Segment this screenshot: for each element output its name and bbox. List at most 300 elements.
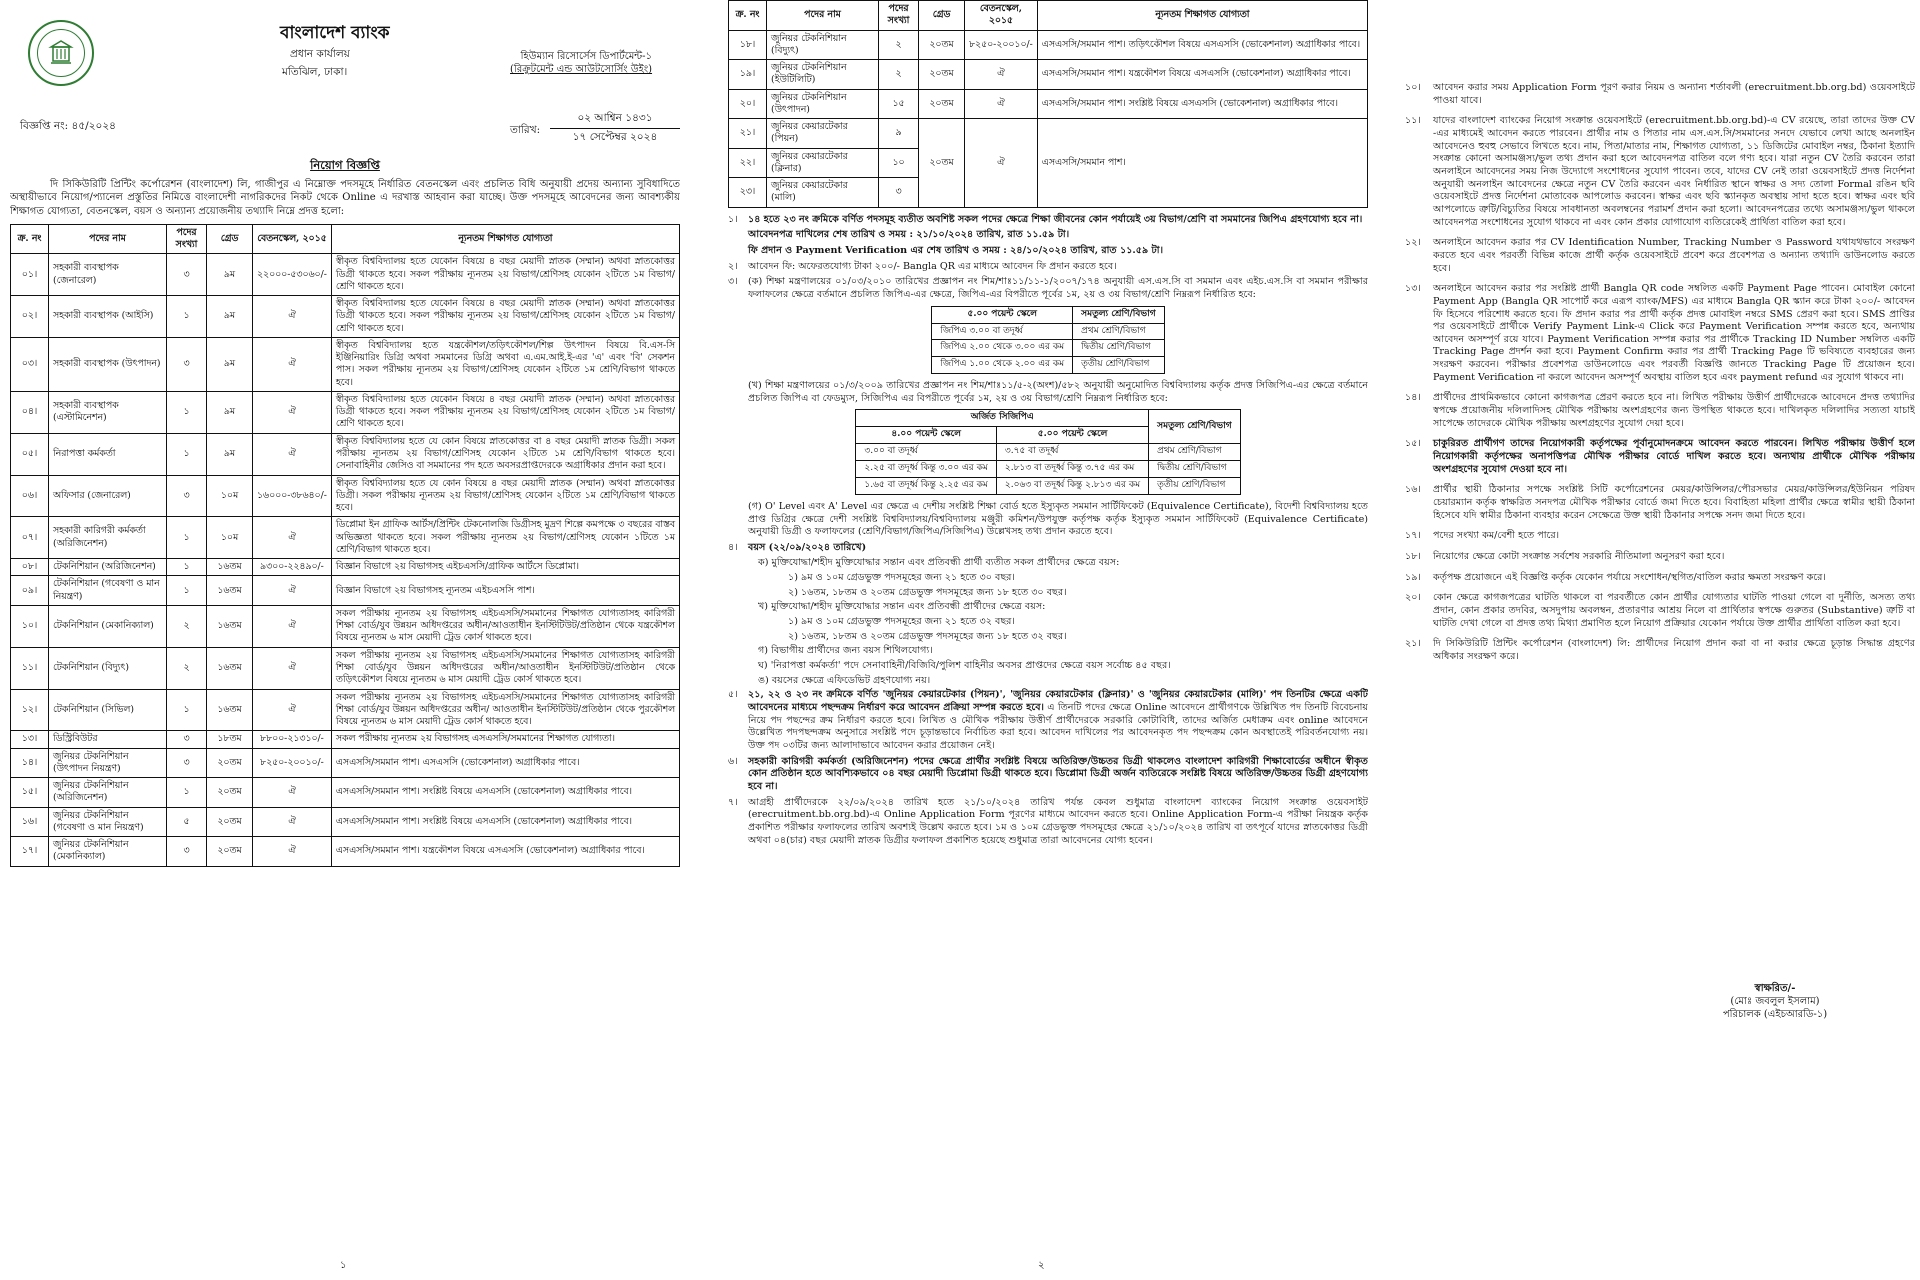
table-row — [932, 340, 1164, 357]
notice-title: নিয়োগ বিজ্ঞপ্তি — [310, 158, 380, 172]
page-three — [1405, 0, 1915, 1280]
post-scale: ঐ — [253, 778, 332, 808]
table-cell: ২.৮১৩ বা তদূর্ধ্ব কিন্তু ৩.৭৫ এর কম — [996, 461, 1148, 478]
table-cell: দ্বিতীয় শ্রেণি/বিভাগ — [1149, 461, 1240, 478]
table-row — [11, 731, 680, 748]
table-row — [729, 30, 1368, 60]
post-serial: ১২। — [11, 689, 49, 731]
post-scale: ঐ — [253, 296, 332, 338]
post-count: ১ — [167, 689, 207, 731]
post-name: সহকারী ব্যবস্থাপক (জেনারেল) — [49, 254, 167, 296]
note-text: দি সিকিউরিটি প্রিন্টিং কর্পোরেশন (বাংলাদেশ) লি: প্রার্থীদের নিয়োগ প্রদান করা বা না করার ক্ষেত্রে চূড়ান্ত সিদ্ধান্ত গ্রহণের অধিকার সংরক্ষণ করে। — [1433, 638, 1915, 662]
post-count: ১ — [167, 517, 207, 559]
column-header: পদের সংখ্যা — [167, 224, 207, 254]
note-number: ১২। — [1405, 237, 1421, 249]
cgpa-table — [855, 409, 1240, 494]
table-row — [11, 576, 680, 606]
post-name: জুনিয়র কেয়ারটেকার (পিয়ন) — [767, 119, 879, 149]
note-text: কোন ক্ষেত্রে কাগজপত্রের ঘাটতি থাকলে বা পরবর্তীতে কোন প্রার্থীর যোগ্যতার ঘাটতি পাওয়া গেলে বা দুর্নীতি, অসত্য তথ্য প্রদান, কোন প্রকার তদবির, অসদুপায় অবলম্বন, প্রতারণার আশ্রয় নিলে বা প্রার্থিতার স্বপক্ষে গুরুতর (Substantive) ত্রুটি বা ঘাটতি দেখা গেলে বা প্রদত্ত তথ্য মিথ্যা প্রমাণিত হলে নিয়োগ প্রক্রিয়ার যেকোন পর্যায়ে উক্ত প্রার্থীর প্রার্থিতা বাতিল করা হবে। — [1433, 592, 1915, 629]
post-scale: ২২০০০-৫৩০৬০/- — [253, 254, 332, 296]
age-rule: খ) মুক্তিযোদ্ধা/শহীদ মুক্তিযোদ্ধার সন্তান এবং প্রতিবন্ধী প্রার্থীদের ক্ষেত্রে বয়স: — [758, 601, 1046, 613]
note-text: (ক) শিক্ষা মন্ত্রণালয়ের ০১/০৩/২০১০ তারিখের প্রজ্ঞাপন নং শিম/শাঃ১১/১১-১/২০০৭/১৭৪ অনুযায়ী এস.এস.সি বা সমমান এবং এইচ.এস.সি বা সমমান পরীক্ষার ফলাফলের ক্ষেত্রে বর্তমানে প্রচলিত জিপিএ-এর ক্ষেত্রে, জিপিএ-এর বিপরীতে পূর্বের ১ম, ২য় ও ৩য় বিভাগ/শ্রেণি নিম্নরূপ নির্ধারিত হবে: — [748, 276, 1368, 300]
page-number: ১ — [340, 1259, 347, 1271]
column-header: সমতুল্য শ্রেণি/বিভাগ — [1149, 410, 1240, 444]
office-name: প্রধান কার্যালয় — [290, 48, 350, 60]
note-number — [728, 245, 748, 258]
post-count: ১ — [167, 433, 207, 475]
column-header: গ্রেড — [207, 224, 253, 254]
post-qualification: স্বীকৃত বিশ্ববিদ্যালয় হতে যেকোন বিষয়ে ৪ বছর মেয়াদী স্নাতক (সম্মান) অথবা স্নাতকোত্তর ডিগ্রী থাকতে হবে। সকল পরীক্ষায় ন্যূনতম ২য় বিভাগ/শ্রেণিসহ যেকোন ২টিতে ১ম বিভাগ/শ্রেণি থাকতে হবে। — [331, 391, 679, 433]
column-header: ৪.০০ পয়েন্ট স্কেলে — [856, 427, 997, 444]
post-serial: ১৯। — [729, 60, 767, 90]
list-item — [1405, 551, 1915, 564]
note-text: প্রার্থীর স্থায়ী ঠিকানার সপক্ষে সংশ্লিষ্ট সিটি কর্পোরেশনের মেয়র/কাউন্সিলর/পৌরসভার মেয়র/কাউন্সিলর/ইউনিয়ন পরিষদ চেয়ারম্যান কর্তৃক স্বাক্ষরিত সনদপত্র মৌখিক পরীক্ষার বোর্ডে জমা দিতে হবে। বিবাহিতা মহিলা প্রার্থীর ক্ষেত্রে স্বামীর স্থায়ী ঠিকানা হিসেবে যদি স্বামীর ঠিকানা ব্যবহার করেন সেক্ষেত্রে উক্ত স্থায়ী ঠিকানার সপক্ষে সনদ জমা দিতে হবে। — [1433, 484, 1915, 521]
note-text: নিয়োগের ক্ষেত্রে কোটা সংক্রান্ত সর্বশেষ সরকারি নীতিমালা অনুসরণ করা হবে। — [1433, 551, 1725, 562]
post-scale: ১৬০০০-৩৮৬৪০/- — [253, 475, 332, 517]
note-number: ১৪। — [1405, 392, 1421, 404]
instructions-list — [1405, 0, 1915, 664]
list-item — [728, 501, 1368, 539]
table-row — [11, 559, 680, 576]
post-serial: ০৬। — [11, 475, 49, 517]
post-name: জুনিয়র টেকনিশিয়ান (ইউটিলিটি) — [767, 60, 879, 90]
note-number: ১৬। — [1405, 484, 1421, 496]
note-number — [728, 229, 748, 242]
post-serial: ১৩। — [11, 731, 49, 748]
column-header: ৫.০০ পয়েন্ট স্কেলে — [932, 306, 1073, 323]
age-rule: ২) ১৬তম, ১৮তম ও ২০তম গ্রেডভুক্ত পদসমূহের জন্য ১৮ হতে ৩০ বছর। — [788, 586, 1067, 598]
post-serial: ১৭। — [11, 837, 49, 867]
post-scale: ঐ — [965, 60, 1038, 90]
post-count: ২ — [879, 60, 919, 90]
post-serial: ১০। — [11, 605, 49, 647]
list-item — [1405, 392, 1915, 430]
notes-section-2 — [728, 501, 1368, 847]
post-scale: ৮৮০০-২১৩১০/- — [253, 731, 332, 748]
post-serial: ০৩। — [11, 337, 49, 391]
intro-paragraph: দি সিকিউরিটি প্রিন্টিং কর্পোরেশন (বাংলাদেশ) লি, গাজীপুর এ নিম্নোক্ত পদসমূহে নির্ধারিত বেতনস্কেল এবং প্রচলিত বিধি অনুযায়ী প্রদেয় অন্যান্য সুবিধাদিতে অস্থায়ীভাবে নিয়োগ/প্যানেল প্রস্তুতির নিমিত্তে বাংলাদেশী নাগরিকদের নিকট থেকে Online এ দরখাস্ত আহবান করা যাচ্ছে। উক্ত পদসমূহে আবেদনের জন্য আবশ্যকীয় শিক্ষাগত যোগ্যতা, বেতনস্কেল, বয়স ও অন্যান্য প্রয়োজনীয় তথ্যাদি নিম্নে প্রদত্ত হলো: — [10, 179, 680, 217]
note-text: আবেদন ফি: অফেরতযোগ্য টাকা ২০০/- Bangla QR এর মাধ্যমে আবেদন ফি প্রদান করতে হবে। — [748, 260, 1117, 272]
post-qualification: এসএসসি/সমমান পাশ। তড়িৎকৌশল বিষয়ে এসএসসি (ভোকেশনাল) অগ্রাধিকার পাবে। — [1037, 30, 1367, 60]
post-name: অফিসার (জেনারেল) — [49, 475, 167, 517]
post-serial: ২৩। — [729, 178, 767, 208]
post-scale: ঐ — [253, 576, 332, 606]
table-cell: ১.৬৫ বা তদূর্ধ্ব কিন্তু ২.২৫ এর কম — [856, 477, 997, 494]
table-row — [11, 337, 680, 391]
post-serial: ২১। — [729, 119, 767, 149]
post-grade: ৯ম — [207, 337, 253, 391]
note-number: ১০। — [1405, 82, 1421, 93]
post-qualification: এসএসসি/সমমান পাশ। সংশ্লিষ্ট বিষয়ে এসএসসি (ভোকেশনাল) অগ্রাধিকার পাবে। — [331, 807, 679, 837]
post-scale: ঐ — [253, 517, 332, 559]
post-count: ১০ — [879, 148, 919, 178]
post-count: ৩ — [167, 731, 207, 748]
post-grade: ২০তম — [919, 60, 965, 90]
list-item — [728, 276, 1368, 301]
age-rule: ১) ৯ম ও ১০ম গ্রেডভুক্ত পদসমূহের জন্য ২১ হতে ৩২ বছর। — [788, 616, 1015, 628]
list-item — [1405, 638, 1915, 663]
table-row — [856, 461, 1240, 478]
list-item — [1405, 438, 1915, 476]
post-qualification: স্বীকৃত বিশ্ববিদ্যালয় হতে যন্ত্রকৌশল/তড়িৎকৌশল/শিল্প উৎপাদন বিষয়ে বি.এস-সি ইঞ্জিনিয়ারিং ডিগ্রি অথবা সমমানের ডিগ্রি অথবা এ.এম.আই.ই-এর 'এ' এবং 'বি' সেকশন পাস। সকল পরীক্ষায় ন্যূনতম ২য় বিভাগ/শ্রেণিসহ যেকোন ২টিতে ১ম শ্রেণি/বিভাগ থাকতে হবে। — [331, 337, 679, 391]
gpa-table — [931, 306, 1164, 375]
post-count: ১ — [167, 559, 207, 576]
table-row — [729, 119, 1368, 149]
column-header: বেতনস্কেল, ২০১৫ — [253, 224, 332, 254]
post-grade: ১৬তম — [207, 576, 253, 606]
table-cell: ২.২৫ বা তদূর্ধ্ব কিন্তু ৩.০০ এর কম — [856, 461, 997, 478]
post-scale: ঐ — [253, 391, 332, 433]
note-number: ২০। — [1405, 592, 1421, 604]
table-row — [729, 60, 1368, 90]
note-number: ৫। — [728, 689, 738, 701]
post-count: ২ — [879, 30, 919, 60]
column-header: বেতনস্কেল, ২০১৫ — [965, 1, 1038, 31]
post-grade: ২০তম — [207, 837, 253, 867]
table-row — [856, 444, 1240, 461]
table-cell: ৩.০০ বা তদূর্ধ্ব — [856, 444, 997, 461]
note5-bold: ২১, ২২ ও ২৩ নং ক্রমিকে বর্ণিত 'জুনিয়র কেয়ারটেকার (পিয়ন)', 'জুনিয়র কেয়ারটেকার (ক্লিনার)' ও 'জুনিয়র কেয়ারটেকার (মালি)' পদ তিনটির ক্ষেত্রে একটি আবেদনের মাধ্যমে পছন্দক্রম নির্ধারণ করে আবেদন প্রক্রিয়া সম্পন্ন করতে হবে। — [748, 689, 1368, 714]
list-item — [1405, 592, 1915, 630]
table-cell: ২.০৬৩ বা তদূর্ধ্ব কিন্তু ২.৮১৩ এর কম — [996, 477, 1148, 494]
list-item — [728, 689, 1368, 752]
post-scale: ঐ — [253, 605, 332, 647]
bank-name: বাংলাদেশ ব্যাংক — [280, 23, 390, 43]
note-text: ফি প্রদান ও Payment Verification এর শেষ তারিখ ও সময় : ২৪/১০/২০২৪ তারিখ, রাত ১১.৫৯ টা। — [748, 245, 1163, 257]
note-number: ১৯। — [1405, 571, 1421, 583]
table-row — [11, 391, 680, 433]
column-header: ক্র. নং — [729, 1, 767, 31]
post-qualification: স্বীকৃত বিশ্ববিদ্যালয় হতে যে কোন বিষয়ে ৪ বছর মেয়াদী স্নাতক (সম্মান) অথবা স্নাতকোত্তর ডিগ্রী। সকল পরীক্ষায় ন্যূনতম ২য় বিভাগ/শ্রেণিসহ যেকোন ২টিতে ১ম শ্রেণি/বিভাগ থাকতে হবে। — [331, 475, 679, 517]
table-row — [11, 778, 680, 808]
post-name: টেকনিশিয়ান (সিভিল) — [49, 689, 167, 731]
post-serial: ১৪। — [11, 748, 49, 778]
post-scale: ঐ — [253, 647, 332, 689]
post-count: ১ — [167, 391, 207, 433]
post-grade: ১৬তম — [207, 559, 253, 576]
page-number: ২ — [1038, 1259, 1045, 1271]
post-name: জুনিয়র টেকনিশিয়ান (বিদ্যুৎ) — [767, 30, 879, 60]
note-text: আবেদন করার সময় Application Form পূরণ করার নিয়ম ও অন্যান্য শর্তাবলী (erecruitment.bb.org.bd) ওয়েবসাইটে পাওয়া যাবে। — [1433, 82, 1915, 106]
age-rule: ঙ) বয়সের ক্ষেত্রে এফিডেভিট গ্রহণযোগ্য নয়। — [758, 674, 931, 686]
post-serial: ২২। — [729, 148, 767, 178]
post-grade: ২০তম — [919, 30, 965, 60]
notes-section — [728, 214, 1368, 302]
note-text: কর্তৃপক্ষ প্রয়োজনে এই বিজ্ঞপ্তি কর্তৃক যেকোন পর্যায়ে সংশোধন/স্থগিত/বাতিল করার ক্ষমতা সংরক্ষণ করে। — [1433, 571, 1826, 583]
post-name: টেকনিশিয়ান (গবেষণা ও মান নিয়ন্ত্রণ) — [49, 576, 167, 606]
table-row — [11, 748, 680, 778]
post-grade: ১০ম — [207, 517, 253, 559]
posts-table-1 — [10, 224, 680, 867]
table-cell: দ্বিতীয় শ্রেণি/বিভাগ — [1073, 340, 1164, 357]
column-header: ন্যূনতম শিক্ষাগত যোগ্যতা — [331, 224, 679, 254]
table-cell: ৩.৭৫ বা তদূর্ধ্ব — [996, 444, 1148, 461]
table-cell: তৃতীয় শ্রেণি/বিভাগ — [1073, 357, 1164, 374]
post-count: ৩ — [167, 337, 207, 391]
note-number: ১৫। — [1405, 438, 1421, 450]
post-grade: ২০তম — [207, 748, 253, 778]
signatory-title: পরিচালক (এইচআরডি-১) — [1722, 1009, 1828, 1021]
signatory-name: (মোঃ জবলুল ইসলাম) — [1730, 996, 1820, 1008]
table-cell: জিপিএ ২.০০ থেকে ৩.০০ এর কম — [932, 340, 1073, 357]
table-row — [932, 323, 1164, 340]
age-rule: ২) ১৬তম, ১৮তম ও ২০তম গ্রেডভুক্ত পদসমূহের জন্য ১৮ হতে ৩২ বছর। — [788, 630, 1067, 642]
post-grade: ৯ম — [207, 433, 253, 475]
post-name: ডিস্ট্রিবিউটর — [49, 731, 167, 748]
note-number: ৭। — [728, 796, 738, 808]
list-item — [728, 229, 1368, 242]
note-text: অনলাইনে আবেদন করার পর সংশ্লিষ্ট প্রার্থী Bangla QR code সম্বলিত একটি Payment Page পাবেন। মোবাইল কোনো Payment App (Bangla QR সাপোর্ট করে এরূপ ব্যাংক/MFS) এর মাধ্যমে Bangla QR স্ক্যান করে টাকা ২০০/- আবেদন ফি হিসেবে পরিশোধ করতে হবে। ফি প্রদান করার পর প্রার্থী কর্তৃক প্রদত্ত মোবাইল নম্বরে SMS প্রেরণ করা হবে। SMS প্রাপ্তির পর ওয়েবসাইটে প্রার্থীকে Verify Payment Link-এ Click করে Payment Verification সম্পন্ন করতে হবে, অন্যথায় আবেদন অসম্পূর্ণ রয়ে যাবে। Payment Verification সম্পন্ন করার পর প্রার্থীকে Tracking ID Number সম্বলিত একটি Tracking Page প্রদর্শন করা হবে। Payment Confirm করার পর প্রার্থী Tracking Page টি ভবিষ্যতে ব্যবহারের জন্য সংরক্ষণ করবেন। পরীক্ষার প্রবেশপত্র ডাউনলোডে এবং পরবর্তী বিজ্ঞপ্তি জানতে Tracking Page টি প্রয়োজন হবে। Payment Verification না করলে আবেদন অসম্পূর্ণ অবস্থায় বাতিল হবে এবং payment refund এর সুযোগ থাকবে না। — [1433, 283, 1915, 383]
table-header-row — [932, 306, 1164, 323]
column-header: সমতুল্য শ্রেণি/বিভাগ — [1073, 306, 1164, 323]
column-header: পদের নাম — [767, 1, 879, 31]
post-grade: ১৬তম — [207, 647, 253, 689]
table-row — [11, 433, 680, 475]
table-cell: তৃতীয় শ্রেণি/বিভাগ — [1149, 477, 1240, 494]
post-name: জুনিয়র কেয়ারটেকার (মালি) — [767, 178, 879, 208]
post-grade: ২০তম — [919, 89, 965, 119]
post-qualification: এসএসসি/সমমান পাশ। — [1037, 119, 1367, 208]
post-count: ২ — [167, 647, 207, 689]
post-scale: ঐ — [253, 837, 332, 867]
list-item — [1405, 82, 1915, 107]
post-count: ১ — [167, 778, 207, 808]
table-cell: জিপিএ ১.০০ থেকে ২.০০ এর কম — [932, 357, 1073, 374]
department — [510, 50, 652, 76]
list-item — [1405, 283, 1915, 384]
post-name: জুনিয়র টেকনিশিয়ান (উৎপাদন) — [767, 89, 879, 119]
date-label: তারিখ: — [510, 124, 541, 136]
post-name: সহকারী ব্যবস্থাপক (আইসি) — [49, 296, 167, 338]
post-name: নিরাপত্তা কর্মকর্তা — [49, 433, 167, 475]
post-scale: ঐ — [965, 89, 1038, 119]
post-scale: ঐ — [253, 433, 332, 475]
post-name: সহকারী ব্যবস্থাপক (উৎপাদন) — [49, 337, 167, 391]
post-count: ১ — [167, 576, 207, 606]
department-section: (রিক্রুটমেন্ট এন্ড আউটসোর্সিং উইং) — [510, 64, 653, 76]
post-count: ৩ — [879, 178, 919, 208]
list-item — [728, 214, 1368, 227]
post-qualification: স্বীকৃত বিশ্ববিদ্যালয় হতে যে কোন বিষয়ে স্নাতকোত্তর বা ৪ বছর মেয়াদী স্নাতক ডিগ্রী। সকল পরীক্ষায় ন্যূনতম ২য় বিভাগ/শ্রেণিসহ যেকোন ২টিতে ১ম শ্রেণি/বিভাগ থাকতে হবে। সেনাবাহিনীর জেসিও বা সমমানের পদ হতে অবসরপ্রাপ্তদেরকে অগ্রাধিকার প্রদান করা হবে। — [331, 433, 679, 475]
note-number: ২। — [728, 260, 738, 272]
list-item — [1405, 115, 1915, 229]
post-qualification: সকল পরীক্ষায় ন্যূনতম ২য় বিভাগসহ এসএসসি/সমমানের শিক্ষাগত যোগ্যতা। — [331, 731, 679, 748]
post-scale: ঐ — [253, 337, 332, 391]
circular-number: বিজ্ঞপ্তি নং: ৪৫/২০২৪ — [20, 120, 116, 132]
table-row — [856, 477, 1240, 494]
post-grade: ১০ম — [207, 475, 253, 517]
post-name: টেকনিশিয়ান (অরিজিনেশন) — [49, 559, 167, 576]
post-qualification: সকল পরীক্ষায় ন্যূনতম ২য় বিভাগসহ এইচএসসি/সমমানের শিক্ষাগত যোগ্যতাসহ কারিগরী শিক্ষা বোর্ড/যুব উন্নয়ন অধিদপ্তরের অধীন/আওতাধীন ইনস্টিটিউট/প্রতিষ্ঠান থেকে তড়িৎকৌশল বিষয়ে ন্যূনতম ৬ মাস মেয়াদী ট্রেড কোর্স থাকতে হবে। — [331, 647, 679, 689]
column-header: গ্রেড — [919, 1, 965, 31]
circular-date — [550, 112, 680, 145]
post-name: জুনিয়র টেকনিশিয়ান (গবেষণা ও মান নিয়ন্ত্রণ) — [49, 807, 167, 837]
table-row — [932, 357, 1164, 374]
post-name: সহকারী কারিগরী কর্মকর্তা (অরিজিনেশন) — [49, 517, 167, 559]
post-scale: ঐ — [253, 689, 332, 731]
post-qualification: এসএসসি/সমমান পাশ। সংশ্লিষ্ট বিষয়ে এসএসসি (ভোকেশনাল) অগ্রাধিকার পাবে। — [1037, 89, 1367, 119]
post-serial: ১৫। — [11, 778, 49, 808]
post-name: জুনিয়র টেকনিশিয়ান (মেকানিক্যাল) — [49, 837, 167, 867]
note-text: অনলাইনে আবেদন করার পর CV Identification Number, Tracking Number ও Password যথাযথভাবে সংরক্ষণ করতে হবে এবং পরবর্তী বিভিন্ন কাজে প্রার্থী কর্তৃক ওয়েবসাইটে প্রবেশ করে প্রবেশপত্র ও অন্যান্য তথ্যাদি ডাউনলোড করতে হবে। — [1433, 237, 1915, 274]
letterhead — [10, 0, 680, 148]
note-number: ১১। — [1405, 115, 1421, 127]
office-address: মতিঝিল, ঢাকা। — [282, 66, 348, 78]
post-serial: ১৮। — [729, 30, 767, 60]
note-number: ১৭। — [1405, 530, 1421, 542]
post-grade: ৯ম — [207, 391, 253, 433]
post-qualification: সকল পরীক্ষায় ন্যূনতম ২য় বিভাগসহ এইচএসসি/সমমানের শিক্ষাগত যোগ্যতাসহ কারিগরী শিক্ষা বোর্ড/যুব উন্নয়ন অধিদপ্তরের অধীন/ আওতাধীন ইনস্টিটিউট/প্রতিষ্ঠান থেকে পুরকৌশল বিষয়ে ন্যূনতম ৬ মাস মেয়াদী ট্রেড কোর্স থাকতে হবে। — [331, 689, 679, 731]
column-header: ৫.০০ পয়েন্ট স্কেলে — [996, 427, 1148, 444]
post-grade: ৯ম — [207, 296, 253, 338]
post-scale: ৮২৫০-২০০১০/- — [965, 30, 1038, 60]
post-name: জুনিয়র টেকনিশিয়ান (অরিজিনেশন) — [49, 778, 167, 808]
post-qualification: স্বীকৃত বিশ্ববিদ্যালয় হতে যেকোন বিষয়ে ৪ বছর মেয়াদী স্নাতক (সম্মান) অথবা স্নাতকোত্তর ডিগ্রী থাকতে হবে। সকল পরীক্ষায় ন্যূনতম ২য় বিভাগ/শ্রেণিসহ যেকোন ২টিতে ১ম বিভাগ/শ্রেণি থাকতে হবে। — [331, 296, 679, 338]
post-scale: ৮২৫০-২০০১০/- — [253, 748, 332, 778]
age-rule: ক) মুক্তিযোদ্ধা/শহীদ মুক্তিযোদ্ধার সন্তান এবং প্রতিবন্ধী প্রার্থী ব্যতীত সকল প্রার্থীদের ক্ষেত্রে বয়স: — [758, 557, 1120, 569]
post-count: ৩ — [167, 254, 207, 296]
signature-label: স্বাক্ষরিত/- — [1754, 983, 1796, 994]
post-qualification: সকল পরীক্ষায় ন্যূনতম ২য় বিভাগসহ এইচএসসি/সমমানের শিক্ষাগত যোগ্যতাসহ কারিগরী শিক্ষা বোর্ড/যুব উন্নয়ন অধিদপ্তরের অধীন/আওতাধীন ইনস্টিটিউট/প্রতিষ্ঠান থেকে যন্ত্রকৌশল বিষয়ে ন্যূনতম ৬ মাস মেয়াদী ট্রেড কোর্স থাকতে হবে। — [331, 605, 679, 647]
list-item — [1405, 530, 1915, 543]
column-header: ন্যূনতম শিক্ষাগত যোগ্যতা — [1037, 1, 1367, 31]
list-item — [728, 380, 1368, 405]
note-number: ১৩। — [1405, 283, 1421, 295]
table-cell: জিপিএ ৩.০০ বা তদূর্ধ্ব — [932, 323, 1073, 340]
post-serial: ০২। — [11, 296, 49, 338]
note-text: ১৪ হতে ২৩ নং ক্রমিকে বর্ণিত পদসমূহ ব্যতীত অবশিষ্ট সকল পদের ক্ষেত্রে শিক্ষা জীবনের কোন পর্যায়েই ৩য় বিভাগ/শ্রেণি বা সমমানের জিপিএ গ্রহণযোগ্য হবে না। — [748, 213, 1363, 225]
post-grade: ৯ম — [207, 254, 253, 296]
posts-table-2 — [728, 0, 1368, 208]
post-grade: ১৮তম — [207, 731, 253, 748]
post-qualification: ডিপ্লোমা ইন গ্রাফিক আর্টস/প্রিন্টিং টেকনোলজি ডিগ্রীসহ মুদ্রণ শিল্পে কমপক্ষে ৩ বছরের বাস্তব অভিজ্ঞতা থাকতে হবে। সকল পরীক্ষায় ন্যূনতম ২য় বিভাগ/শ্রেণিসহ যেকোন ১টিতে ১ম শ্রেণি/বিভাগ থাকতে হবে। — [331, 517, 679, 559]
post-grade: ১৬তম — [207, 605, 253, 647]
post-count: ৩ — [167, 837, 207, 867]
table-row — [11, 475, 680, 517]
note-text: পদের সংখ্যা কম/বেশী হতে পারে। — [1433, 530, 1560, 542]
post-grade: ২০তম — [919, 119, 965, 208]
note-number: ২১। — [1405, 638, 1421, 650]
list-item — [1405, 237, 1915, 275]
post-serial: ১১। — [11, 647, 49, 689]
table-row — [11, 517, 680, 559]
note-text: প্রার্থীদের প্রাথমিকভাবে কোনো কাগজপত্র প্রেরণ করতে হবে না। লিখিত পরীক্ষায় উত্তীর্ণ প্রার্থীদেরকে আবেদনে প্রদত্ত তথ্যাদির স্বপক্ষে প্রয়োজনীয় দলিলাদিসহ মৌখিক পরীক্ষায় অংশগ্রহণের জন্য উপস্থিত থাকতে হবে। দাখিলকৃত দলিলাদির সত্যতা যাচাই সাপেক্ষে তাদেরকে মৌখিক পরীক্ষায় অংশগ্রহণের সুযোগ দেয়া হবে। — [1433, 392, 1915, 429]
age-rule: গ) বিভাগীয় প্রার্থীদের জন্য বয়স শিথিলযোগ্য। — [758, 645, 933, 657]
note-number: ৩। — [728, 276, 738, 288]
list-item — [728, 542, 1368, 555]
post-serial: ০১। — [11, 254, 49, 296]
post-count: ২ — [167, 605, 207, 647]
note-text: চাকুরিরত প্রার্থীগণ তাদের নিয়োগকারী কর্তৃপক্ষের পূর্বানুমোদনক্রমে আবেদন করতে পারবেন। লিখিত পরীক্ষায় উত্তীর্ণ হলে নিয়োগকারী কর্তৃপক্ষের অনাপত্তিপত্র মৌখিক পরীক্ষার বোর্ডে দাখিল করতে হবে। অন্যথায় প্রার্থীকে মৌখিক পরীক্ষায় অংশগ্রহণের সুযোগ দেওয়া হবে না। — [1433, 438, 1915, 475]
post-grade: ২০তম — [207, 807, 253, 837]
post-grade: ২০তম — [207, 778, 253, 808]
list-item — [728, 797, 1368, 848]
note-kha: (খ) শিক্ষা মন্ত্রণালয়ের ০১/৩/২০০৯ তারিখের প্রজ্ঞাপন নং শিম/শাঃ১১/৫-২(অংশ)/৫৮২ অনুযায়ী অনুমোদিত বিশ্ববিদ্যালয় কর্তৃক প্রদত্ত সিজিপিএ-এর ক্ষেত্রে বর্তমানে প্রচলিত জিপিএ বা ফেডম্যুস, সিজিপিএ এর বিপরীতে পূর্বের ১ম, ২য় ও ৩য় বিভাগ/শ্রেণি নিম্নরূপ নির্ধারিত হবে: — [748, 380, 1368, 404]
note-number: ১। — [728, 213, 738, 225]
post-name: টেকনিশিয়ান (বিদ্যুৎ) — [49, 647, 167, 689]
table-row — [11, 605, 680, 647]
date-bangla: ০২ আশ্বিন ১৪৩১ — [550, 112, 680, 129]
post-serial: ১৬। — [11, 807, 49, 837]
post-serial: ০৪। — [11, 391, 49, 433]
post-count: ৫ — [167, 807, 207, 837]
post-qualification: এসএসসি/সমমান পাশ। যন্ত্রকৌশল বিষয়ে এসএসসি (ভোকেশনাল) অগ্রাধিকার পাবে। — [331, 837, 679, 867]
signature-block — [1675, 982, 1875, 1022]
note5-text: এ তিনটি পদের ক্ষেত্রে Online আবেদনে প্রার্থীগণকে উল্লিখিত পদ তিনটি বিবেচনায় নিয়ে পদ পছন্দের ক্রম নির্ধারণ করতে হবে। লিখিত ও মৌখিক পরীক্ষায় উত্তীর্ণ প্রার্থীদেরকে সরকারি কোটাবিধি, তাদের অর্জিত মেধাক্রম এবং online আবেদনে উল্লেখিত পদপছন্দক্রম অনুসারে সংশ্লিষ্ট পদে চূড়ান্তভাবে নির্বাচিত করা হবে। আবেদন দাখিলের পর আবেদনকৃত পদ পছন্দক্রম কোন অবস্থাতেই পরিবর্তনযোগ্য নয়। উক্ত পদ ০৩টির জন্য আলাদাভাবে আবেদন করার প্রয়োজন নেই। — [748, 702, 1368, 751]
notes-section-cgpa — [728, 380, 1368, 405]
column-header: পদের সংখ্যা — [879, 1, 919, 31]
note-number: ৬। — [728, 755, 738, 767]
department-name: হিউম্যান রিসোর্সেস ডিপার্টমেন্ট-১ — [520, 51, 653, 62]
table-header-row — [11, 224, 680, 254]
post-count: ১৫ — [879, 89, 919, 119]
post-qualification: স্বীকৃত বিশ্ববিদ্যালয় হতে যেকোন বিষয়ে ৪ বছর মেয়াদী স্নাতক (সম্মান) অথবা স্নাতকোত্তর ডিগ্রী থাকতে হবে। সকল পরীক্ষায় ন্যূনতম ২য় বিভাগ/শ্রেণিসহ যেকোন ২টিতে ১ম বিভাগ/শ্রেণি থাকতে হবে। — [331, 254, 679, 296]
table-row — [11, 837, 680, 867]
note-text: আবেদনপত্র দাখিলের শেষ তারিখ ও সময় : ২১/১০/২০২৪ তারিখ, রাত ১১.৫৯ টা। — [748, 229, 1070, 241]
post-name: জুনিয়র টেকনিশিয়ান (উৎপাদন নিয়ন্ত্রণ) — [49, 748, 167, 778]
table-header-row — [856, 410, 1240, 427]
post-scale: ৯৩০০-২২৪৯০/- — [253, 559, 332, 576]
post-qualification: এসএসসি/সমমান পাশ। এসএসসি (ভোকেশনাল) অগ্রাধিকার পাবে। — [331, 748, 679, 778]
post-serial: ০৭। — [11, 517, 49, 559]
table-header-row — [729, 1, 1368, 31]
post-scale: ঐ — [965, 119, 1038, 208]
note7-text: আগ্রহী প্রার্থীদেরকে ২২/০৯/২০২৪ তারিখ হতে ২১/১০/২০২৪ তারিখ পর্যন্ত কেবল শুধুমাত্র বাংলাদেশ ব্যাংকের নিয়োগ সংক্রান্ত ওয়েবসাইট (erecruitment.bb.org.bd)-এ Online Application Form পূরণের মাধ্যমে আবেদন করতে হবে। Online Application Form-এ পরীক্ষা নিয়ন্ত্রক কর্তৃক প্রকাশিত পরীক্ষার ফলাফলের তারিখ অবশ্যই উল্লেখ করতে হবে। ১ম ও ১০ম গ্রেডভুক্ত পদসমূহের ক্ষেত্রে ২১/১০/২০২৪ তারিখ বা তৎপূর্বে যাদের স্নাতকোত্তর ডিগ্রী অথবা ০৪(চার) বছর মেয়াদী স্নাতক ডিগ্রীর ফলাফল প্রকাশিত হয়েছে শুধুমাত্র তারা আবেদনের যোগ্য হবেন। — [748, 796, 1368, 846]
post-name: টেকনিশিয়ান (মেকানিক্যাল) — [49, 605, 167, 647]
post-qualification: এসএসসি/সমমান পাশ। যন্ত্রকৌশল বিষয়ে এসএসসি (ভোকেশনাল) অগ্রাধিকার পাবে। — [1037, 60, 1367, 90]
post-scale: ঐ — [253, 807, 332, 837]
post-name: জুনিয়র কেয়ারটেকার (ক্লিনার) — [767, 148, 879, 178]
table-row — [11, 647, 680, 689]
table-row — [11, 296, 680, 338]
table-row — [11, 807, 680, 837]
post-grade: ১৬তম — [207, 689, 253, 731]
post-serial: ০৫। — [11, 433, 49, 475]
note-ga: (গ) O' Level এবং A' Level এর ক্ষেত্রে এ দেশীয় সংশ্লিষ্ট শিক্ষা বোর্ড হতে ইস্যুকৃত সমমান সার্টিফিকেট (Equivalence Certificate), বিদেশী বিশ্ববিদ্যালয় হতে প্রাপ্ত ডিগ্রির ক্ষেত্রে দেশী সংশ্লিষ্ট বিশ্ববিদ্যালয়/বিশ্ববিদ্যালয় মঞ্জুরী কমিশন/উপযুক্ত কর্তৃপক্ষ কর্তৃক ইস্যুকৃত সমমান সার্টিফিকেট (Equivalence Certificate) অনুযায়ী ডিগ্রী ও ফলাফলের (শ্রেণি/বিভাগ/জিপিএ/সিজিপিএ) উল্লেখসহ তথ্য প্রদান করতে হবে। — [748, 500, 1368, 538]
column-header: পদের নাম — [49, 224, 167, 254]
note-number: ১৮। — [1405, 551, 1421, 562]
list-item — [1405, 572, 1915, 585]
post-count: ৩ — [167, 475, 207, 517]
note-text: যাদের বাংলাদেশ ব্যাংকের নিয়োগ সংক্রান্ত ওয়েবসাইটে (erecruitment.bb.org.bd)-এ CV রয়েছে, তারা তাদের উক্ত CV -এর মাধ্যমেই আবেদন করতে পারবেন। প্রার্থীর নাম ও পিতার নাম এস.এস.সি/সমমানের সনদে যেভাবে লেখা আছে অনলাইন আবেদনেও হুবহু সেভাবে লিখতে হবে। নাম, পিতা/মাতার নাম, শিক্ষাগত যোগ্যতা, ১১ ডিজিটের মোবাইল নম্বর, ঠিকানা ইত্যাদি সংক্রান্ত কোনো অসামঞ্জস্য/ভুল তথ্য প্রদান করা হলে আবেদনপত্র বাতিল বলে গণ্য হবে। যারা নতুন CV তৈরি করবেন তারা অনলাইনে আবেদনের সময় নিজ উদ্যোগে সংশোধনের সুযোগ পাবেন। তবে, যাদের CV নেই তারা ওয়েবসাইটে প্রদত্ত নির্দেশনা অনুযায়ী অনলাইন আবেদনের ক্ষেত্রে নতুন CV তৈরি করবেন এবং নির্ধারিত স্থানে স্বাক্ষর ও সদ্য তোলা Formal রঙিন ছবি ওয়েবসাইটে প্রদত্ত নির্দেশনা মোতাবেক আপলোড করবেন। স্বাক্ষর এবং ছবি স্ক্যানকৃত অবস্থায় সাদা হতে হবে। স্বাক্ষর এবং ছবি আপলোডে ত্রুটি/বিচ্যুতির বিষয়ে সাবধানতা অবলম্বনের পরামর্শ প্রদান করা হলো। আবেদনপত্রের তথ্যে অসামঞ্জস্য/ভুল থাকলে আবেদনপত্র সংশোধনের সুযোগ থাকবে না এবং কোন প্রকার যোগাযোগ ব্যতিরেকেই প্রার্থিতা বাতিল করা হবে। — [1433, 115, 1915, 228]
table-row — [11, 254, 680, 296]
list-item — [728, 756, 1368, 794]
table-row — [11, 689, 680, 731]
age-rule: ঘ) 'নিরাপত্তা কর্মকর্তা' পদে সেনাবাহিনী/বিজিবি/পুলিশ বাহিনীর অবসর প্রাপ্তদের ক্ষেত্রে বয়স সর্বোচ্চ ৪৫ বছর। — [758, 660, 1171, 672]
table-cell: প্রথম শ্রেণি/বিভাগ — [1149, 444, 1240, 461]
bangladesh-bank-seal-icon — [28, 20, 94, 86]
list-item — [1405, 484, 1915, 522]
post-count: ১ — [167, 296, 207, 338]
post-count: ৩ — [167, 748, 207, 778]
page-two — [728, 0, 1368, 1280]
post-serial: ০৮। — [11, 559, 49, 576]
post-name: সহকারী ব্যবস্থাপক (এস্টামিনেশন) — [49, 391, 167, 433]
note-number: ৪। — [728, 541, 738, 553]
table-cell: প্রথম শ্রেণি/বিভাগ — [1073, 323, 1164, 340]
note6-text: সহকারী কারিগরী কর্মকর্তা (অরিজিনেশন) পদের ক্ষেত্রে প্রার্থীর সংশ্লিষ্ট বিষয়ে অতিরিক্ত/উচ্চতর ডিগ্রী থাকলেও বাংলাদেশ কারিগরী শিক্ষাবোর্ডের অধীনে স্বীকৃত কোন প্রতিষ্ঠান হতে আবশ্যিকভাবে ০৪ বছর মেয়াদী ডিপ্লোমা ডিগ্রী থাকতে হবে। ডিপ্লোমা ডিগ্রী অর্জন ব্যতিরেকে সংশ্লিষ্ট বিষয়ে অতিরিক্ত/উচ্চতর ডিগ্রী গ্রহণযোগ্য হবে না। — [748, 755, 1368, 792]
column-group-header: অর্জিত সিজিপিএ — [856, 410, 1149, 427]
list-item — [728, 245, 1368, 258]
post-serial: ০৯। — [11, 576, 49, 606]
post-serial: ২০। — [729, 89, 767, 119]
table-row — [729, 89, 1368, 119]
column-header: ক্র. নং — [11, 224, 49, 254]
age-title: বয়স (২২/০৯/২০২৪ তারিখে) — [748, 541, 867, 553]
post-qualification: বিজ্ঞান বিভাগে ২য় বিভাগসহ এইচএসসি/গ্রাফিক আর্টসে ডিপ্লোমা। — [331, 559, 679, 576]
date-english: ১৭ সেপ্টেম্বর ২০২৪ — [572, 130, 658, 143]
list-item — [728, 261, 1368, 274]
